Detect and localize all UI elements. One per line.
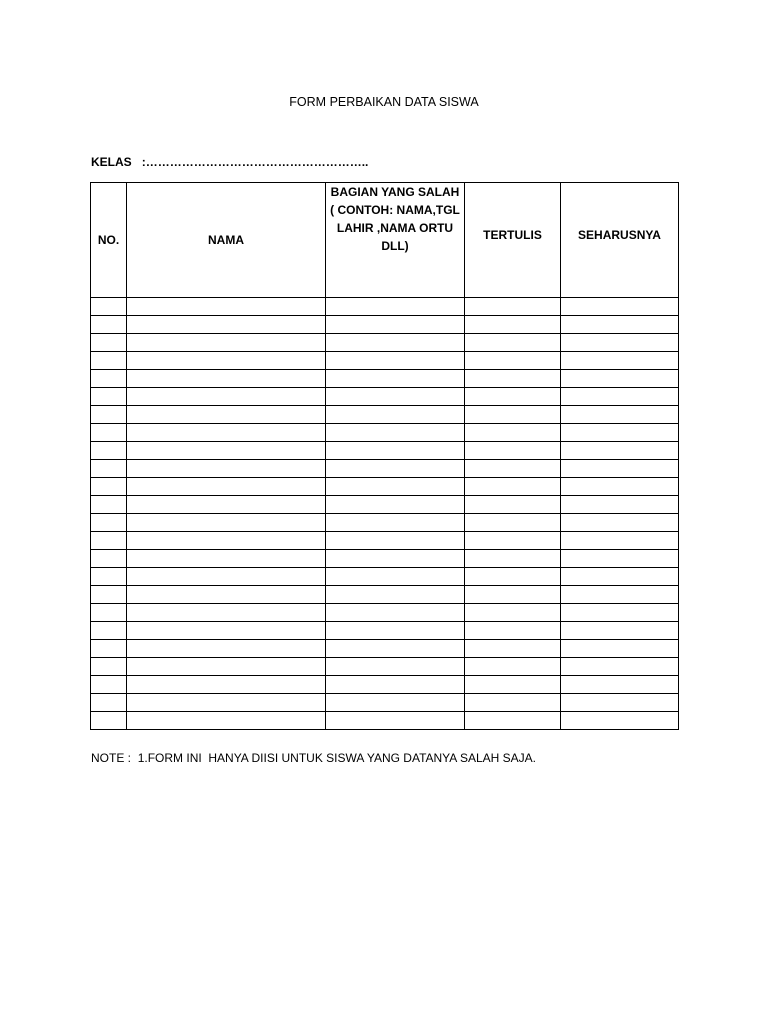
cell-seharusnya (561, 334, 679, 352)
cell-seharusnya (561, 658, 679, 676)
cell-nama (127, 676, 326, 694)
cell-bagian-yang-salah (326, 568, 465, 586)
cell-bagian-yang-salah (326, 406, 465, 424)
cell-nama (127, 622, 326, 640)
cell-no (91, 424, 127, 442)
table-row (91, 532, 679, 550)
table-row (91, 334, 679, 352)
cell-tertulis (465, 586, 561, 604)
cell-no (91, 460, 127, 478)
cell-seharusnya (561, 694, 679, 712)
cell-nama (127, 712, 326, 730)
table-row (91, 694, 679, 712)
cell-nama (127, 424, 326, 442)
cell-bagian-yang-salah (326, 334, 465, 352)
cell-no (91, 694, 127, 712)
table-body (91, 298, 679, 730)
cell-tertulis (465, 658, 561, 676)
table-row (91, 550, 679, 568)
cell-bagian-yang-salah (326, 460, 465, 478)
cell-tertulis (465, 496, 561, 514)
cell-tertulis (465, 460, 561, 478)
table-row (91, 316, 679, 334)
cell-nama (127, 586, 326, 604)
kelas-label: KELAS (91, 155, 132, 169)
cell-no (91, 298, 127, 316)
cell-no (91, 658, 127, 676)
cell-nama (127, 478, 326, 496)
cell-nama (127, 316, 326, 334)
cell-nama (127, 694, 326, 712)
table-row (91, 604, 679, 622)
cell-seharusnya (561, 712, 679, 730)
cell-no (91, 370, 127, 388)
cell-no (91, 676, 127, 694)
cell-tertulis (465, 550, 561, 568)
cell-bagian-yang-salah (326, 388, 465, 406)
table-row (91, 568, 679, 586)
cell-seharusnya (561, 388, 679, 406)
cell-nama (127, 496, 326, 514)
cell-no (91, 514, 127, 532)
cell-tertulis (465, 676, 561, 694)
table-row (91, 586, 679, 604)
table-row (91, 514, 679, 532)
cell-seharusnya (561, 478, 679, 496)
cell-seharusnya (561, 550, 679, 568)
cell-seharusnya (561, 406, 679, 424)
cell-tertulis (465, 514, 561, 532)
cell-nama (127, 370, 326, 388)
cell-nama (127, 658, 326, 676)
cell-bagian-yang-salah (326, 658, 465, 676)
cell-tertulis (465, 532, 561, 550)
cell-nama (127, 334, 326, 352)
cell-tertulis (465, 352, 561, 370)
cell-bagian-yang-salah (326, 424, 465, 442)
cell-nama (127, 352, 326, 370)
note-label: NOTE : (91, 751, 132, 765)
cell-bagian-yang-salah (326, 316, 465, 334)
cell-nama (127, 388, 326, 406)
cell-seharusnya (561, 640, 679, 658)
cell-no (91, 496, 127, 514)
table-row (91, 442, 679, 460)
cell-no (91, 334, 127, 352)
cell-bagian-yang-salah (326, 604, 465, 622)
note (91, 751, 536, 765)
cell-no (91, 352, 127, 370)
note-text: 1.FORM INI HANYA DIISI UNTUK SISWA YANG DATANYA SALAH SAJA. (137, 751, 536, 765)
cell-seharusnya (561, 352, 679, 370)
cell-tertulis (465, 712, 561, 730)
table-row (91, 370, 679, 388)
cell-nama (127, 406, 326, 424)
cell-tertulis (465, 640, 561, 658)
kelas-blank: ……………………………………………….. (145, 155, 369, 169)
table-row (91, 622, 679, 640)
cell-tertulis (465, 388, 561, 406)
cell-tertulis (465, 424, 561, 442)
table-row (91, 478, 679, 496)
cell-seharusnya (561, 532, 679, 550)
cell-bagian-yang-salah (326, 550, 465, 568)
table-row (91, 712, 679, 730)
table-row (91, 640, 679, 658)
cell-bagian-yang-salah (326, 496, 465, 514)
cell-seharusnya (561, 442, 679, 460)
cell-tertulis (465, 370, 561, 388)
kelas-separator: : (141, 155, 146, 169)
cell-seharusnya (561, 568, 679, 586)
cell-bagian-yang-salah (326, 442, 465, 460)
cell-bagian-yang-salah (326, 514, 465, 532)
cell-nama (127, 604, 326, 622)
cell-seharusnya (561, 586, 679, 604)
cell-seharusnya (561, 604, 679, 622)
cell-no (91, 406, 127, 424)
table-row (91, 658, 679, 676)
table-row (91, 352, 679, 370)
table-row (91, 496, 679, 514)
table-row (91, 406, 679, 424)
cell-tertulis (465, 406, 561, 424)
cell-no (91, 388, 127, 406)
cell-bagian-yang-salah (326, 586, 465, 604)
cell-bagian-yang-salah (326, 640, 465, 658)
header-nama: NAMA (127, 183, 326, 298)
table-row (91, 298, 679, 316)
cell-bagian-yang-salah (326, 712, 465, 730)
cell-seharusnya (561, 298, 679, 316)
cell-tertulis (465, 622, 561, 640)
cell-tertulis (465, 568, 561, 586)
cell-seharusnya (561, 514, 679, 532)
cell-tertulis (465, 694, 561, 712)
correction-table (90, 182, 679, 730)
cell-bagian-yang-salah (326, 676, 465, 694)
cell-bagian-yang-salah (326, 478, 465, 496)
cell-nama (127, 568, 326, 586)
cell-tertulis (465, 298, 561, 316)
cell-nama (127, 640, 326, 658)
cell-nama (127, 550, 326, 568)
cell-bagian-yang-salah (326, 298, 465, 316)
cell-bagian-yang-salah (326, 622, 465, 640)
cell-nama (127, 298, 326, 316)
cell-seharusnya (561, 370, 679, 388)
cell-seharusnya (561, 316, 679, 334)
table-row (91, 460, 679, 478)
cell-tertulis (465, 316, 561, 334)
table-row (91, 676, 679, 694)
cell-no (91, 478, 127, 496)
cell-no (91, 586, 127, 604)
cell-tertulis (465, 604, 561, 622)
cell-nama (127, 514, 326, 532)
cell-nama (127, 532, 326, 550)
table-row (91, 424, 679, 442)
cell-seharusnya (561, 622, 679, 640)
header-no: NO. (91, 183, 127, 298)
cell-no (91, 550, 127, 568)
cell-nama (127, 442, 326, 460)
cell-bagian-yang-salah (326, 694, 465, 712)
page-title: FORM PERBAIKAN DATA SISWA (289, 95, 479, 109)
cell-seharusnya (561, 676, 679, 694)
header-tertulis: TERTULIS (465, 183, 561, 298)
header-seharusnya: SEHARUSNYA (561, 183, 679, 298)
cell-no (91, 622, 127, 640)
cell-tertulis (465, 442, 561, 460)
cell-seharusnya (561, 424, 679, 442)
header-bagian-yang-salah: BAGIAN YANG SALAH ( CONTOH: NAMA,TGL LAHIR ,NAMA ORTU DLL) (326, 183, 465, 298)
kelas-field (91, 155, 368, 169)
cell-seharusnya (561, 496, 679, 514)
table-header-row (91, 183, 679, 298)
cell-bagian-yang-salah (326, 532, 465, 550)
cell-bagian-yang-salah (326, 370, 465, 388)
cell-tertulis (465, 478, 561, 496)
cell-seharusnya (561, 460, 679, 478)
cell-nama (127, 460, 326, 478)
cell-no (91, 712, 127, 730)
cell-no (91, 442, 127, 460)
cell-tertulis (465, 334, 561, 352)
cell-no (91, 568, 127, 586)
cell-no (91, 640, 127, 658)
table-row (91, 388, 679, 406)
cell-no (91, 532, 127, 550)
cell-no (91, 604, 127, 622)
cell-no (91, 316, 127, 334)
cell-bagian-yang-salah (326, 352, 465, 370)
